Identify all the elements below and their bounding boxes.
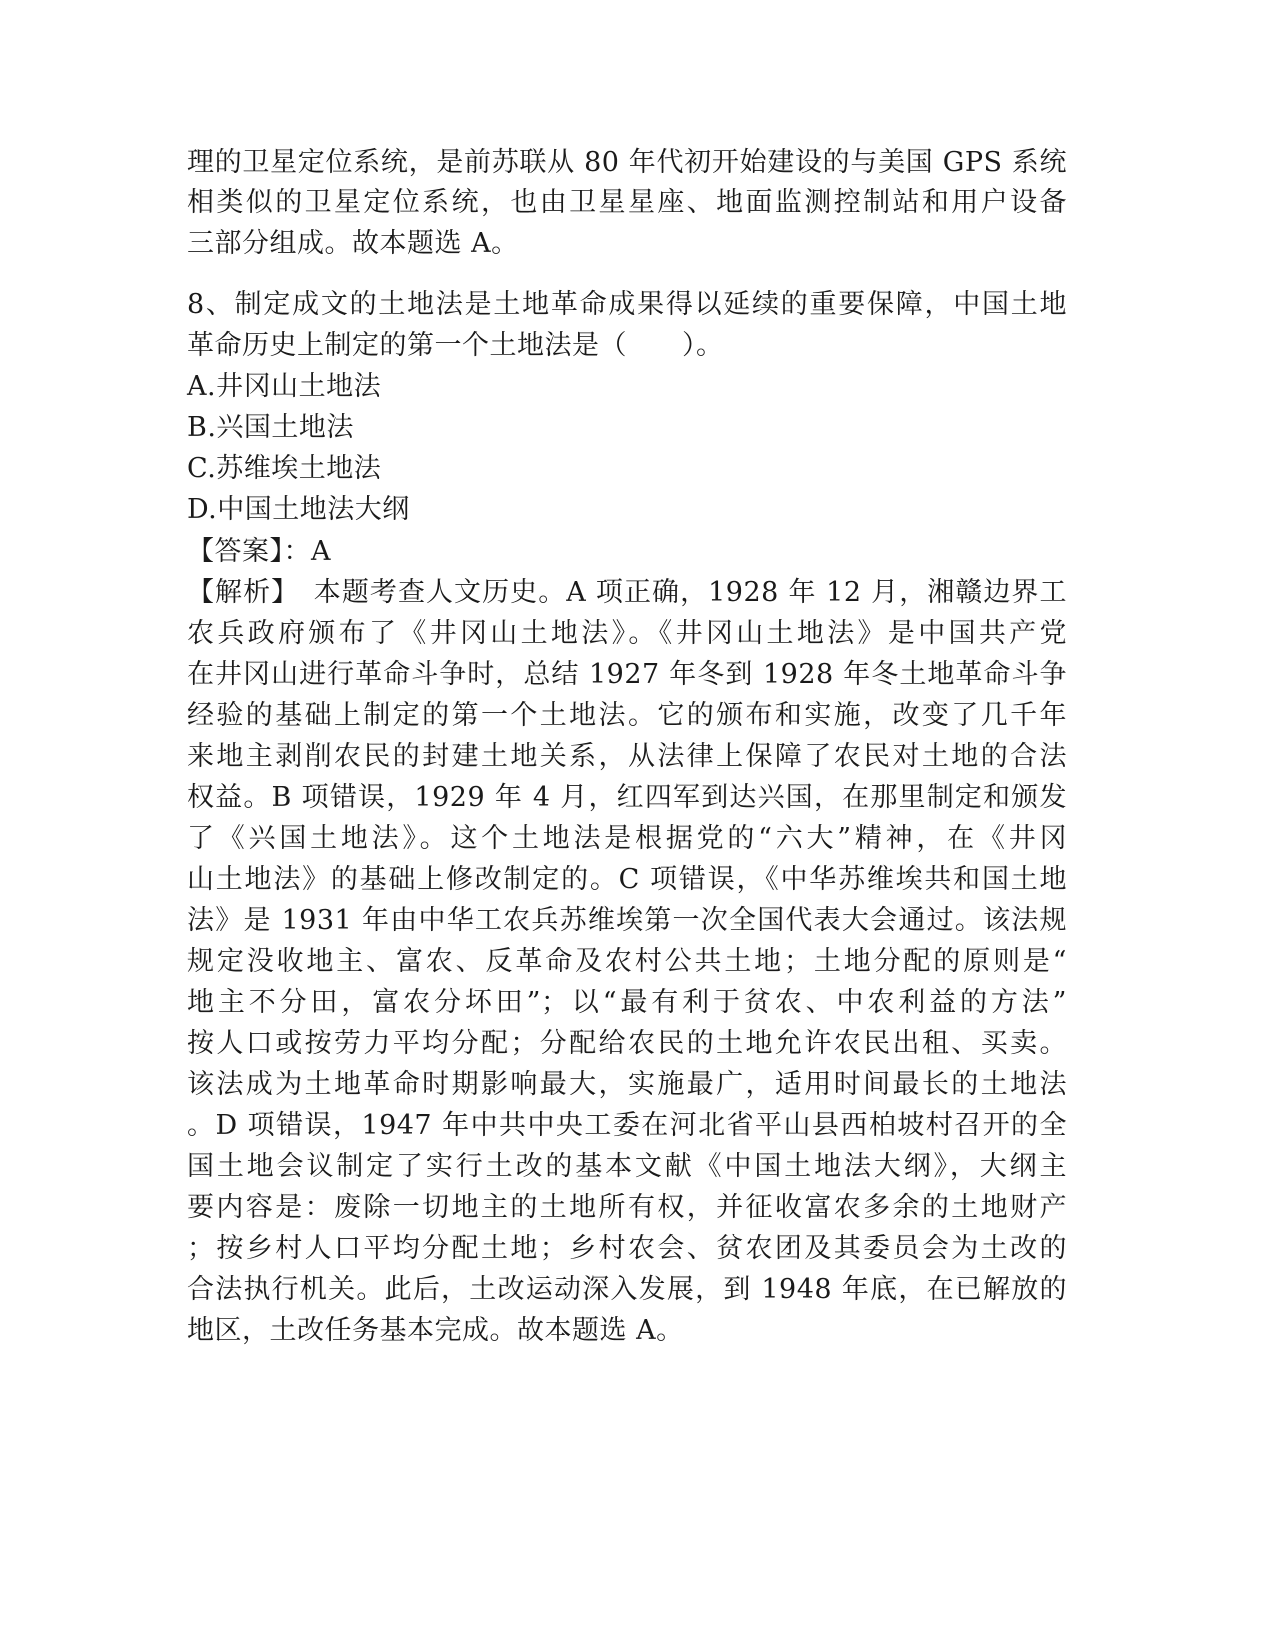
- analysis-line: 在井冈山进行革命斗争时，总结 1927 年冬到 1928 年冬土地革命斗争: [187, 659, 1067, 690]
- option-a: A.井冈山土地法: [187, 371, 382, 402]
- analysis-line: 农兵政府颁布了《井冈山土地法》。《井冈山土地法》是中国共产党: [187, 618, 1067, 649]
- analysis-line: 。D 项错误，1947 年中共中央工委在河北省平山县西柏坡村召开的全: [187, 1110, 1067, 1141]
- analysis-line: 该法成为土地革命时期影响最大，实施最广，适用时间最长的土地法: [187, 1069, 1067, 1100]
- analysis-line: 地主不分田，富农分坏田”；以“最有利于贫农、中农利益的方法”: [187, 987, 1067, 1018]
- analysis-line: 【解析】 本题考查人文历史。A 项正确，1928 年 12 月，湘赣边界工: [187, 577, 1067, 608]
- analysis-line: 山土地法》的基础上修改制定的。C 项错误，《中华苏维埃共和国土地: [187, 864, 1067, 895]
- analysis-line: 法》是 1931 年由中华工农兵苏维埃第一次全国代表大会通过。该法规: [187, 905, 1067, 936]
- analysis-line: 地区，土改任务基本完成。故本题选 A。: [187, 1315, 684, 1346]
- analysis-line: ；按乡村人口平均分配土地；乡村农会、贫农团及其委员会为土改的: [187, 1233, 1067, 1264]
- analysis-line: 来地主剥削农民的封建土地关系，从法律上保障了农民对土地的合法: [187, 741, 1067, 772]
- option-b: B.兴国土地法: [187, 412, 354, 443]
- prev-explanation-line: 理的卫星定位系统，是前苏联从 80 年代初开始建设的与美国 GPS 系统: [187, 147, 1067, 178]
- analysis-line: 权益。B 项错误，1929 年 4 月，红四军到达兴国，在那里制定和颁发: [187, 782, 1067, 813]
- analysis-line: 国土地会议制定了实行土改的基本文献《中国土地法大纲》，大纲主: [187, 1151, 1067, 1182]
- analysis-line: 按人口或按劳力平均分配；分配给农民的土地允许农民出租、买卖。: [187, 1028, 1067, 1059]
- question-stem-line: 革命历史上制定的第一个土地法是（ ）。: [187, 330, 724, 361]
- option-d: D.中国土地法大纲: [187, 494, 410, 525]
- prev-explanation-line: 三部分组成。故本题选 A。: [187, 228, 519, 259]
- analysis-line: 合法执行机关。此后，土改运动深入发展，到 1948 年底，在已解放的: [187, 1274, 1067, 1305]
- analysis-line: 了《兴国土地法》。这个土地法是根据党的“六大”精神，在《井冈: [187, 823, 1067, 854]
- analysis-line: 规定没收地主、富农、反革命及农村公共土地；土地分配的原则是“: [187, 946, 1067, 977]
- question-stem-line: 8、制定成文的土地法是土地革命成果得以延续的重要保障，中国土地: [187, 289, 1067, 320]
- answer: 【答案】：A: [187, 536, 331, 567]
- prev-explanation-line: 相类似的卫星定位系统，也由卫星星座、地面监测控制站和用户设备: [187, 187, 1067, 218]
- option-c: C.苏维埃土地法: [187, 453, 382, 484]
- analysis-line: 要内容是：废除一切地主的土地所有权，并征收富农多余的土地财产: [187, 1192, 1067, 1223]
- analysis-line: 经验的基础上制定的第一个土地法。它的颁布和实施，改变了几千年: [187, 700, 1067, 731]
